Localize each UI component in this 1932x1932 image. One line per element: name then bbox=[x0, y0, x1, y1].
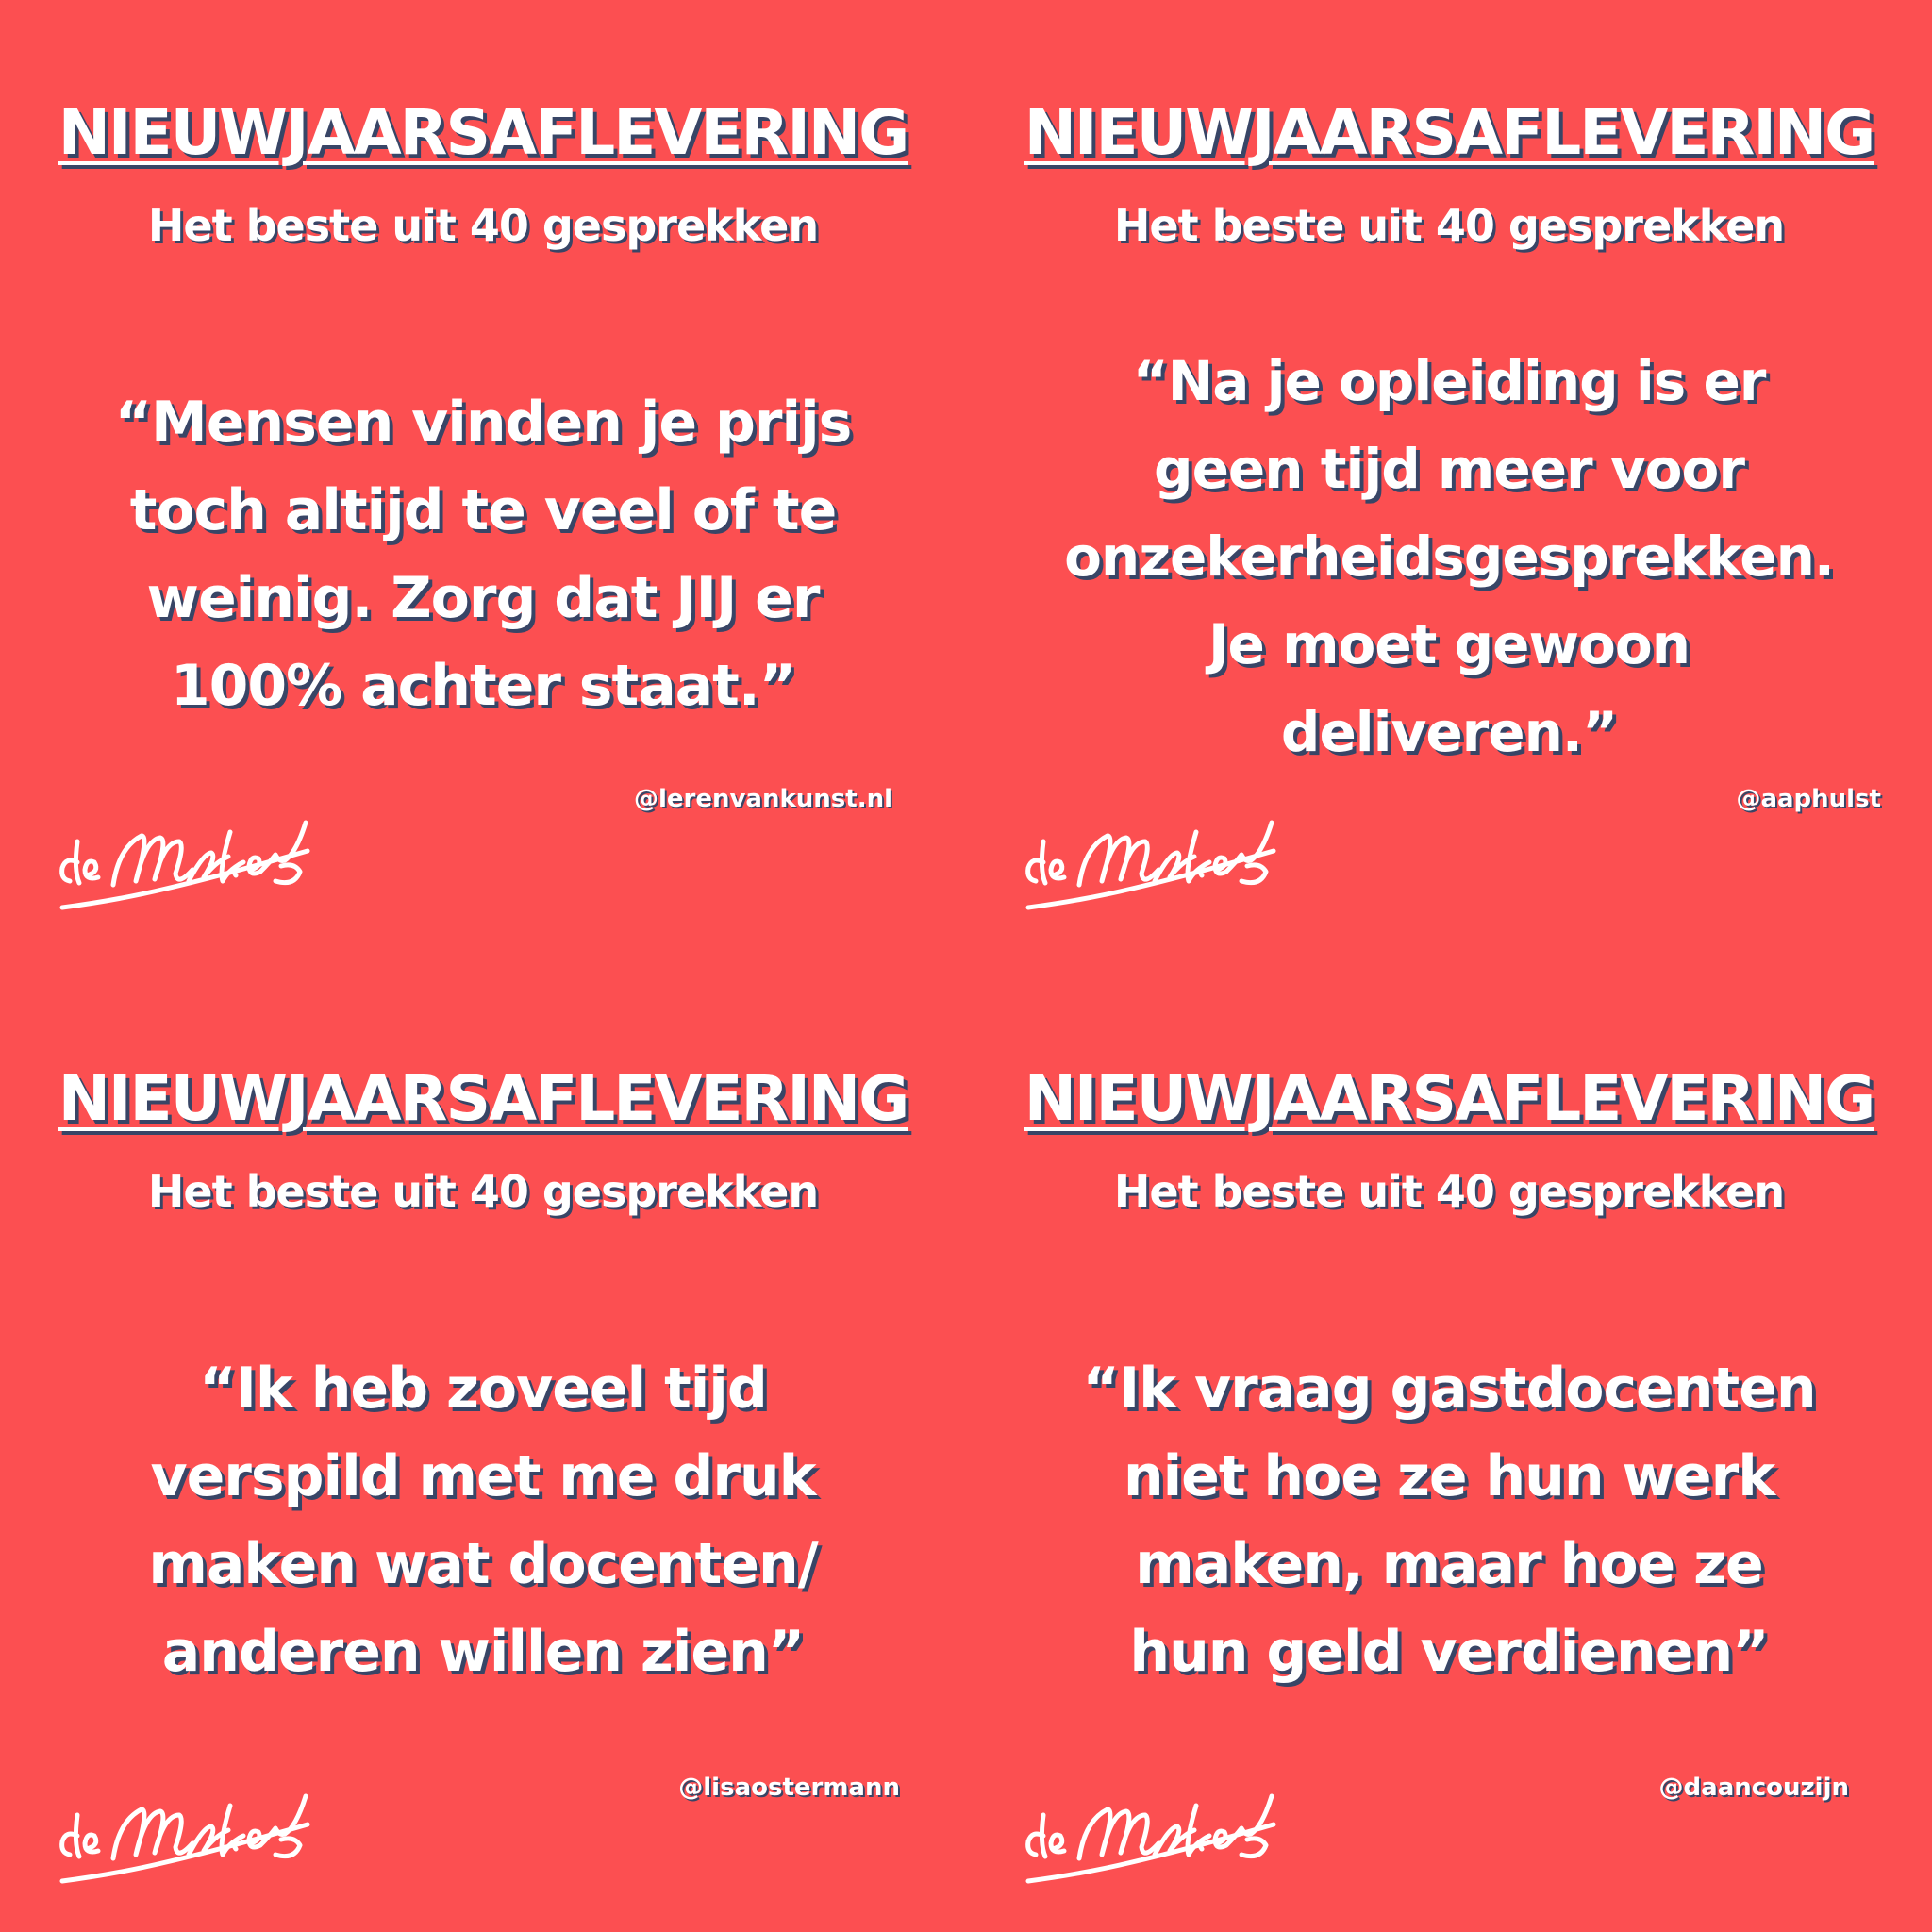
quote-line: weinig. Zorg dat JIJ er bbox=[146, 565, 820, 631]
card-title: NIEUWJAARSAFLEVERING bbox=[58, 1062, 908, 1135]
quote-line: niet hoe ze hun werk bbox=[1123, 1443, 1775, 1509]
quote-line: “Ik heb zoveel tijd bbox=[199, 1356, 767, 1422]
quote-line: deliveren.” bbox=[1280, 700, 1618, 764]
quote-line: Je moet gewoon bbox=[1208, 612, 1690, 676]
card-title: NIEUWJAARSAFLEVERING bbox=[58, 96, 908, 169]
quote-card-3 bbox=[0, 966, 966, 1932]
de-makers-logo bbox=[49, 775, 332, 926]
author-handle: @aaphulst bbox=[1736, 785, 1881, 813]
quote-line: “Na je opleiding is er bbox=[1132, 349, 1766, 413]
quote-text bbox=[1004, 1345, 1894, 1696]
card-title: NIEUWJAARSAFLEVERING bbox=[1024, 96, 1874, 169]
quote-card-1 bbox=[0, 0, 966, 966]
author-handle: @lisaostermann bbox=[678, 1774, 900, 1802]
author-handle: @daancouzijn bbox=[1658, 1774, 1849, 1802]
author-handle: @lerenvankunst.nl bbox=[633, 785, 892, 813]
quote-card-2 bbox=[966, 0, 1932, 966]
quote-line: hun geld verdienen” bbox=[1129, 1619, 1769, 1685]
quote-line: geen tijd meer voor bbox=[1154, 437, 1744, 501]
card-subtitle: Het beste uit 40 gesprekken bbox=[147, 200, 819, 251]
de-makers-logo bbox=[1015, 775, 1298, 926]
card-subtitle: Het beste uit 40 gesprekken bbox=[1113, 200, 1785, 251]
quote-line: anderen willen zien” bbox=[161, 1619, 805, 1685]
card-title: NIEUWJAARSAFLEVERING bbox=[1024, 1062, 1874, 1135]
quote-line: maken, maar hoe ze bbox=[1135, 1531, 1763, 1597]
quote-line: verspild met me druk bbox=[150, 1443, 816, 1509]
quote-line: toch altijd te veel of te bbox=[129, 477, 837, 543]
card-subtitle: Het beste uit 40 gesprekken bbox=[1113, 1166, 1785, 1217]
quote-line: onzekerheidsgesprekken. bbox=[1064, 525, 1834, 589]
de-makers-logo bbox=[1015, 1749, 1298, 1900]
quote-line: 100% achter staat.” bbox=[170, 653, 796, 719]
quote-line: “Mensen vinden je prijs bbox=[114, 390, 852, 456]
card-subtitle: Het beste uit 40 gesprekken bbox=[147, 1166, 819, 1217]
quote-text bbox=[38, 379, 928, 730]
quote-card-4 bbox=[966, 966, 1932, 1932]
quote-text bbox=[38, 1345, 928, 1696]
quote-text bbox=[1004, 338, 1894, 776]
de-makers-logo bbox=[49, 1749, 332, 1900]
quote-line: maken wat docenten/ bbox=[148, 1531, 818, 1597]
quote-line: “Ik vraag gastdocenten bbox=[1082, 1356, 1816, 1422]
